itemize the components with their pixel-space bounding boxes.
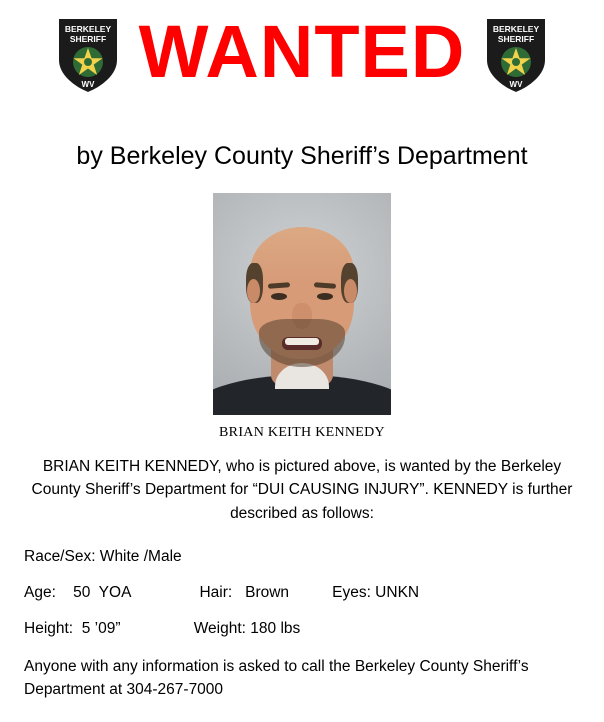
photo-teeth (285, 338, 319, 345)
poster-subtitle: by Berkeley County Sheriff’s Department (76, 142, 528, 170)
photo-eye-left (271, 293, 287, 300)
svg-text:BERKELEY: BERKELEY (493, 24, 540, 34)
photo-ear-left (247, 279, 260, 303)
sheriff-badge-icon (55, 14, 121, 96)
photo-container (0, 193, 604, 415)
poster-body (18, 455, 586, 701)
page-title: WANTED (138, 10, 466, 93)
photo-eye-right (317, 293, 333, 300)
poster-header (0, 0, 604, 110)
narrative-paragraph: BRIAN KEITH KENNEDY, who is pictured above, is wanted by the Berkeley County Sheriff’s Department for “DUI CAUSING INJURY”. KENNEDY is further described as follows: (31, 458, 573, 522)
detail-age-hair-eyes: Age: 50 YOA Hair: Brown Eyes: UNKN (24, 583, 420, 601)
contact-paragraph: Anyone with any information is asked to call the Berkeley County Sheriff’s Department at 304-267-7000 (24, 657, 529, 699)
description-details (24, 545, 580, 641)
mugshot-photo (213, 193, 391, 415)
svg-text:WV: WV (81, 80, 95, 89)
svg-text:SHERIFF: SHERIFF (498, 34, 535, 44)
detail-height-weight: Height: 5 ’09” Weight: 180 lbs (24, 619, 301, 637)
svg-text:SHERIFF: SHERIFF (69, 34, 106, 44)
svg-text:BERKELEY: BERKELEY (64, 24, 111, 34)
photo-caption: BRIAN KEITH KENNEDY (219, 425, 385, 440)
svg-text:WV: WV (509, 80, 523, 89)
detail-race-sex: Race/Sex: White /Male (24, 547, 182, 565)
sheriff-badge-icon (483, 14, 549, 96)
photo-ear-right (344, 279, 357, 303)
